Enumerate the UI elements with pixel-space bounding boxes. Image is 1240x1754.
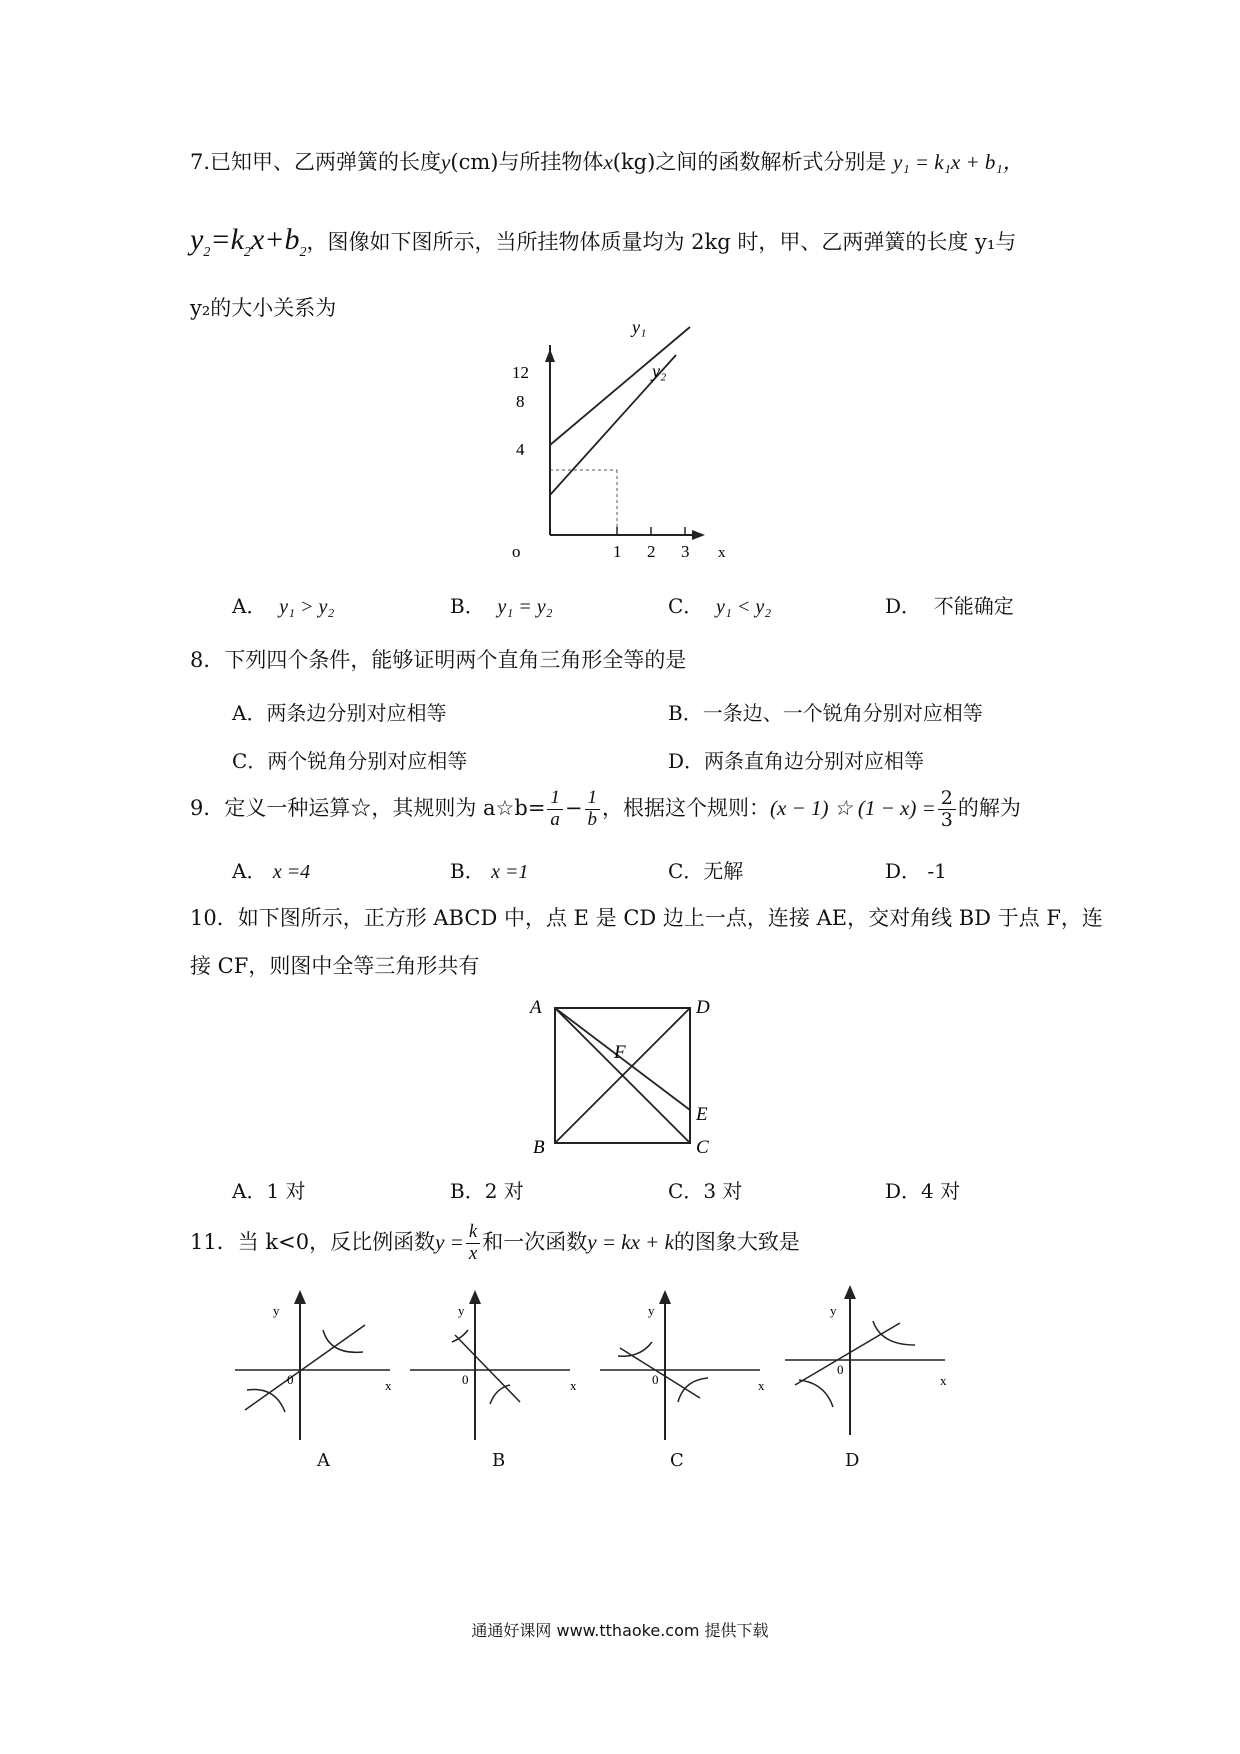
label-a: A	[530, 997, 542, 1018]
option-letter: B．	[450, 1179, 485, 1203]
q11-graph-c[interactable]	[600, 1290, 770, 1450]
axis-y-label: y	[648, 1303, 655, 1318]
q7-text: 7.已知甲、乙两弹簧的长度	[190, 150, 442, 174]
axis-x-label: x	[940, 1373, 947, 1388]
q7-text: ，图像如下图所示，当所挂物体质量均为 2kg 时，甲、乙两弹簧的长度	[306, 230, 969, 254]
fraction-1-over-a	[547, 788, 563, 831]
axis-x-label: x	[758, 1378, 765, 1393]
linear-line	[795, 1323, 900, 1385]
q8-option-a[interactable]	[232, 697, 446, 726]
axis-x-label: x	[570, 1378, 577, 1393]
q7-option-a[interactable]	[232, 590, 334, 619]
q7-option-b[interactable]	[450, 590, 553, 619]
q10-square-diagram	[530, 998, 770, 1168]
line-y2-label: y₂	[652, 361, 667, 381]
axis-y-label: y	[830, 1303, 837, 1318]
q7-graph	[512, 317, 726, 565]
x-axis-label: x	[718, 545, 726, 561]
origin-label: 0	[462, 1372, 469, 1387]
q10-option-b[interactable]	[450, 1175, 524, 1204]
q7-text: 的大小关系为	[210, 296, 337, 320]
q9-expression: (x − 1) ☆ (1 − x) =	[770, 795, 936, 820]
q7-option-c[interactable]	[668, 590, 771, 619]
q9-text: 9．定义一种运算☆，其规则为 a☆b=	[190, 795, 546, 820]
tick-label-8: 8	[516, 392, 525, 411]
option-text: 不能确定	[933, 594, 1014, 618]
y-axis-arrow-icon	[469, 1290, 481, 1304]
y-axis-arrow-icon	[294, 1290, 306, 1304]
linear-line	[245, 1325, 365, 1410]
q9-option-c[interactable]	[668, 855, 743, 884]
q7-line3	[190, 296, 336, 321]
option-text: 两个锐角分别对应相等	[267, 749, 468, 773]
q7-text: 之间的函数解析式分别是	[655, 150, 887, 174]
axis-y-label: y	[273, 1303, 280, 1318]
q11-caption-c: C	[670, 1450, 684, 1471]
q11-caption-b: B	[492, 1450, 506, 1471]
tick-label-2: 2	[647, 542, 656, 561]
option-letter: C．	[668, 594, 704, 618]
q7-equation-1: y₁ = k₁x + b₁，	[893, 150, 1024, 174]
q11-caption-a: A	[317, 1450, 330, 1471]
eq2-sub: 2	[203, 245, 211, 260]
fraction-den: x	[468, 1242, 478, 1264]
fraction-2-over-3	[938, 788, 956, 831]
option-text: x =4	[272, 861, 311, 883]
option-letter: A．	[232, 594, 267, 618]
option-text: 一条边、一个锐角分别对应相等	[702, 701, 983, 725]
option-text: 两条边分别对应相等	[266, 701, 447, 725]
linear-line	[455, 1335, 520, 1402]
y-axis-arrow-icon	[545, 349, 555, 362]
option-letter: A．	[232, 1179, 267, 1203]
q10-stem-line2: 接 CF，则图中全等三角形共有	[190, 954, 480, 978]
option-letter: C．	[232, 749, 268, 773]
option-text: 2 对	[484, 1179, 524, 1203]
q7-option-d[interactable]	[885, 590, 1014, 619]
label-d: D	[696, 997, 710, 1018]
option-letter: D．	[885, 1179, 922, 1203]
q8-option-c[interactable]	[232, 745, 467, 774]
eq2-ksub: 2	[243, 245, 251, 260]
fraction-den: a	[550, 808, 560, 830]
option-text: x =1	[491, 861, 529, 883]
eq2-y: y	[190, 223, 204, 256]
label-e: E	[696, 1104, 708, 1125]
label-b: B	[533, 1137, 545, 1158]
q7-line1	[190, 150, 1024, 175]
option-text: 3 对	[703, 1179, 743, 1203]
q10-option-a[interactable]	[232, 1175, 306, 1204]
origin-label: 0	[287, 1372, 294, 1387]
q9-text: 的解为	[957, 795, 1021, 820]
option-text: y₁ > y₂	[279, 596, 335, 618]
y-axis-arrow-icon	[659, 1290, 671, 1304]
line-y1-label: y₁	[632, 317, 647, 337]
q8-option-d[interactable]	[668, 745, 924, 774]
option-letter: B．	[668, 701, 703, 725]
minus-sign: −	[564, 795, 583, 820]
option-text: y₁ = y₂	[497, 596, 553, 618]
q7-unit-kg: (kg)	[612, 150, 656, 174]
q11-graph-b[interactable]	[410, 1290, 580, 1450]
eq2-x: x+b	[250, 223, 300, 256]
q9-option-a[interactable]	[232, 855, 310, 884]
q11-caption-d: D	[845, 1450, 860, 1471]
page-footer: 通通好课网 www.tthaoke.com 提供下载	[471, 1621, 769, 1640]
q7-text: 与所挂物体	[498, 150, 604, 174]
q11-text: 的图象大致是	[673, 1229, 800, 1254]
eq2-k: =k	[210, 223, 244, 256]
label-c: C	[696, 1137, 709, 1158]
q9-stem	[190, 788, 1021, 831]
q7-y-var: y	[441, 150, 451, 174]
option-letter: C．	[668, 859, 704, 883]
tick-label-3: 3	[681, 542, 690, 561]
q8-stem: 8．下列四个条件，能够证明两个直角三角形全等的是	[190, 648, 687, 672]
fraction-num: 1	[585, 788, 601, 810]
option-letter: A．	[232, 701, 267, 725]
q7-equation-2	[190, 223, 307, 260]
q11-graph-d[interactable]	[785, 1285, 955, 1445]
q11-y-eq: y =	[435, 1229, 464, 1254]
fraction-1-over-b	[585, 788, 601, 831]
hyperbola-branch	[873, 1321, 915, 1345]
y-axis-arrow-icon	[844, 1285, 856, 1299]
fraction-num: 1	[547, 788, 563, 810]
hyperbola-branch	[678, 1378, 708, 1402]
option-letter: D．	[668, 749, 705, 773]
option-text: -1	[927, 859, 947, 883]
q7-unit-cm: (cm)	[450, 150, 499, 174]
fraction-k-over-x	[466, 1222, 480, 1265]
q7-x-var: x	[603, 150, 613, 174]
tick-label-4: 4	[516, 440, 525, 459]
q11-text: 和一次函数	[482, 1229, 588, 1254]
line-y2	[550, 327, 690, 445]
q11-linear: y = kx + k	[587, 1229, 674, 1254]
option-text: 1 对	[266, 1179, 306, 1203]
origin-label: 0	[837, 1362, 844, 1377]
q7-line2	[190, 222, 1016, 262]
x-axis-arrow-icon	[692, 530, 705, 540]
origin-label: 0	[652, 1372, 659, 1387]
origin-label: o	[512, 542, 521, 561]
option-text: 4 对	[921, 1179, 961, 1203]
axis-x-label: x	[385, 1378, 392, 1393]
option-text: y₁ < y₂	[716, 596, 772, 618]
eq2-bsub: 2	[299, 245, 307, 260]
label-f: F	[614, 1042, 626, 1063]
q7-y2: y₂	[190, 296, 211, 320]
fraction-den: 3	[940, 808, 953, 831]
option-letter: A．	[232, 859, 267, 883]
q11-graph-a[interactable]	[235, 1290, 405, 1450]
option-letter: B．	[450, 859, 485, 883]
tick-label-1: 1	[613, 542, 622, 561]
fraction-num: 2	[938, 788, 956, 810]
q9-option-b[interactable]	[450, 855, 528, 884]
q10-stem-line1: 10．如下图所示，正方形 ABCD 中，点 E 是 CD 边上一点，连接 AE，交对角线 BD 于点 F，连	[190, 906, 1103, 930]
option-letter: B．	[450, 594, 485, 618]
q10-option-d[interactable]	[885, 1175, 960, 1204]
axis-y-label: y	[458, 1303, 465, 1318]
option-text: 两条直角边分别对应相等	[704, 749, 925, 773]
q7-y1: y₁	[975, 230, 996, 254]
hyperbola-branch	[247, 1389, 285, 1412]
q10-option-c[interactable]	[668, 1175, 742, 1204]
tick-label-12: 12	[512, 363, 529, 382]
q8-option-b[interactable]	[668, 697, 983, 726]
fraction-den: b	[587, 808, 598, 830]
q9-option-d[interactable]	[885, 855, 947, 884]
option-text: 无解	[703, 859, 744, 883]
q11-stem	[190, 1222, 800, 1265]
q11-text: 11．当 k<0，反比例函数	[190, 1229, 436, 1254]
q7-text: 与	[995, 230, 1017, 254]
option-letter: C．	[668, 1179, 704, 1203]
option-letter: D．	[885, 859, 922, 883]
fraction-num: k	[466, 1222, 480, 1244]
hyperbola-branch	[799, 1380, 833, 1407]
option-letter: D．	[885, 594, 922, 618]
q9-text: ，根据这个规则：	[602, 795, 771, 820]
